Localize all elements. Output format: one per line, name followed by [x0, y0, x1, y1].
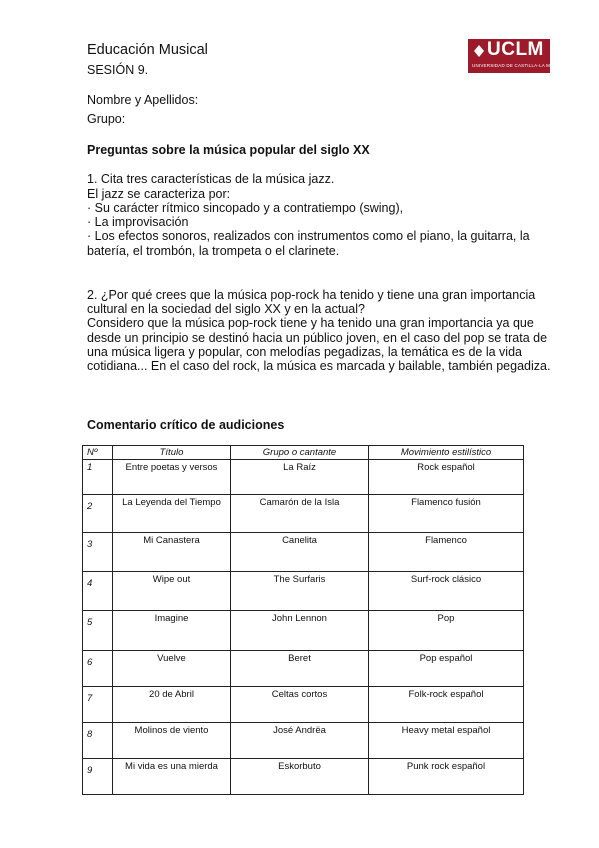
table-row	[83, 687, 524, 723]
cell-movement: Pop español	[369, 651, 524, 687]
question-1-line: El jazz se caracteriza por:	[87, 187, 231, 201]
group-field-label: Grupo:	[87, 112, 126, 126]
logo-text: UCLM	[487, 39, 544, 60]
cell-artist: The Surfaris	[231, 572, 369, 611]
cell-title: Entre poetas y versos	[113, 460, 231, 495]
cell-title: Imagine	[113, 611, 231, 651]
cell-movement: Pop	[369, 611, 524, 651]
cell-movement: Rock español	[369, 460, 524, 495]
cell-title: Molinos de viento	[113, 723, 231, 759]
cell-number: 9	[83, 759, 113, 795]
table-row	[83, 611, 524, 651]
cell-artist: John Lennon	[231, 611, 369, 651]
name-field-label: Nombre y Apellidos:	[87, 93, 199, 107]
cell-movement: Surf-rock clásico	[369, 572, 524, 611]
cell-number: 7	[83, 687, 113, 723]
section-title-audiciones: Comentario crítico de audiciones	[87, 418, 285, 432]
question-2-line: Considero que la música pop-rock tiene y ha tenido una gran importancia ya que	[87, 316, 534, 330]
table-row	[83, 723, 524, 759]
table-row	[83, 460, 524, 495]
table-row	[83, 759, 524, 795]
university-logo	[468, 39, 567, 73]
cell-artist: La Raíz	[231, 460, 369, 495]
cell-title: La Leyenda del Tiempo	[113, 495, 231, 533]
section-title-questions: Preguntas sobre la música popular del siglo XX	[87, 143, 370, 157]
question-1-line: 1. Cita tres características de la música jazz.	[87, 172, 335, 186]
column-header-number: Nº	[83, 446, 113, 460]
question-1-line: · La improvisación	[87, 215, 189, 229]
cell-artist: Eskorbuto	[231, 759, 369, 795]
cell-number: 6	[83, 651, 113, 687]
cell-artist: Camarón de la Isla	[231, 495, 369, 533]
course-title: Educación Musical	[87, 42, 208, 58]
cell-artist: Beret	[231, 651, 369, 687]
cell-title: Wipe out	[113, 572, 231, 611]
table-row	[83, 495, 524, 533]
question-1-line: · Los efectos sonoros, realizados con instrumentos como el piano, la guitarra, la	[87, 229, 530, 243]
session-label: SESIÓN 9.	[87, 63, 149, 77]
question-2-line: 2. ¿Por qué crees que la música pop-rock ha tenido y tiene una gran importancia	[87, 288, 536, 302]
question-1-line: batería, el trombón, la trompeta o el clarinete.	[87, 244, 340, 258]
column-header-artist: Grupo o cantante	[231, 446, 369, 460]
column-header-title: Título	[113, 446, 231, 460]
logo-subtext: UNIVERSIDAD DE CASTILLA-LA MANCHA	[472, 63, 567, 68]
cell-title: Vuelve	[113, 651, 231, 687]
cell-title: Mi vida es una mierda	[113, 759, 231, 795]
audiciones-table	[82, 445, 524, 795]
cell-number: 4	[83, 572, 113, 611]
cell-number: 8	[83, 723, 113, 759]
cell-number: 1	[83, 460, 113, 495]
cell-number: 5	[83, 611, 113, 651]
cell-number: 3	[83, 533, 113, 572]
cell-movement: Punk rock español	[369, 759, 524, 795]
question-2-line: cotidiana... En el caso del rock, la música es marcada y bailable, también pegadiza.	[87, 359, 551, 373]
table-header-row	[83, 446, 524, 460]
cell-title: Mi Canastera	[113, 533, 231, 572]
question-2-line: desde un principio se destinó hacia un público joven, en el caso del pop se trata de	[87, 331, 548, 345]
cell-artist: Canelita	[231, 533, 369, 572]
cell-artist: Celtas cortos	[231, 687, 369, 723]
question-1-line: · Su carácter rítmico sincopado y a contratiempo (swing),	[87, 201, 404, 215]
table-row	[83, 572, 524, 611]
question-2-line: cultural en la sociedad del siglo XX y en la actual?	[87, 302, 365, 316]
cell-movement: Flamenco fusión	[369, 495, 524, 533]
column-header-movement: Movimiento estilístico	[369, 446, 524, 460]
table-row	[83, 533, 524, 572]
cell-title: 20 de Abril	[113, 687, 231, 723]
table-row	[83, 651, 524, 687]
cell-movement: Folk-rock español	[369, 687, 524, 723]
cell-movement: Flamenco	[369, 533, 524, 572]
logo-emblem-icon	[473, 44, 485, 58]
cell-movement: Heavy metal español	[369, 723, 524, 759]
cell-number: 2	[83, 495, 113, 533]
cell-artist: José Andrëa	[231, 723, 369, 759]
question-2-line: una música ligera y popular, con melodías pegadizas, la temática es de la vida	[87, 345, 522, 359]
